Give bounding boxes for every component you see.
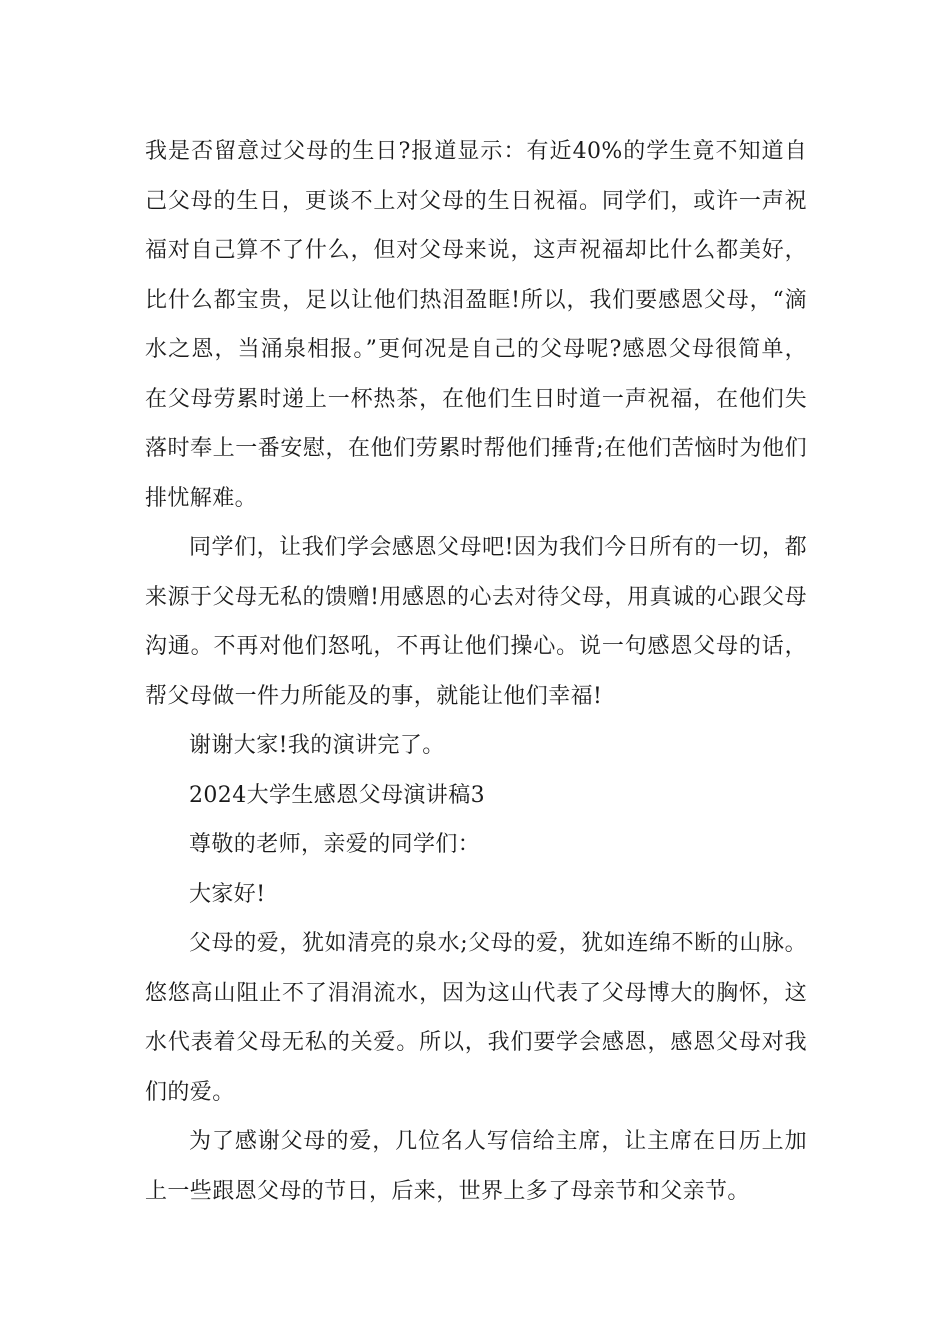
paragraph-parents-love: 父母的爱，犹如清亮的泉水;父母的爱，犹如连绵不断的山脉。悠悠高山阻止不了涓涓流水，因为这山代表了父母博大的胸怀，这水代表着父母无私的关爱。所以，我们要学会感恩，感恩父母对我们的爱。 — [145, 931, 807, 1105]
greeting: 大家好! — [189, 881, 266, 907]
paragraph-holidays: 为了感谢父母的爱，几位名人写信给主席，让主席在日历上加上一些跟恩父母的节日，后来，世界上多了母亲节和父亲节。 — [145, 1129, 807, 1204]
salutation: 尊敬的老师，亲爱的同学们： — [189, 832, 481, 857]
speech-title: 2024大学生感恩父母演讲稿3 — [189, 782, 485, 808]
paragraph-thanks: 谢谢大家!我的演讲完了。 — [189, 733, 445, 758]
paragraph-birthday: 我是否留意过父母的生日?报道显示：有近40%的学生竟不知道自己父母的生日，更谈不上对父母的生日祝福。同学们，或许一声祝福对自己算不了什么，但对父母来说，这声祝福却比什么都美好，比什么都宝贵，足以让他们热泪盈眶!所以，我们要感恩父母，“滴水之恩，当涌泉相报。”更何况是自己的父母呢?感恩父母很简单，在父母劳累时递上一杯热茶，在他们生日时道一声祝福，在他们失落时奉上一番安慰，在他们劳累时帮他们捶背;在他们苦恼时为他们排忧解难。 — [145, 139, 807, 511]
paragraph-gratitude: 同学们，让我们学会感恩父母吧!因为我们今日所有的一切，都来源于父母无私的馈赠!用感恩的心去对待父母，用真诚的心跟父母沟通。不再对他们怒吼，不再让他们操心。说一句感恩父母的话，帮父母做一件力所能及的事，就能让他们幸福! — [145, 535, 807, 709]
document-body — [145, 127, 807, 1216]
